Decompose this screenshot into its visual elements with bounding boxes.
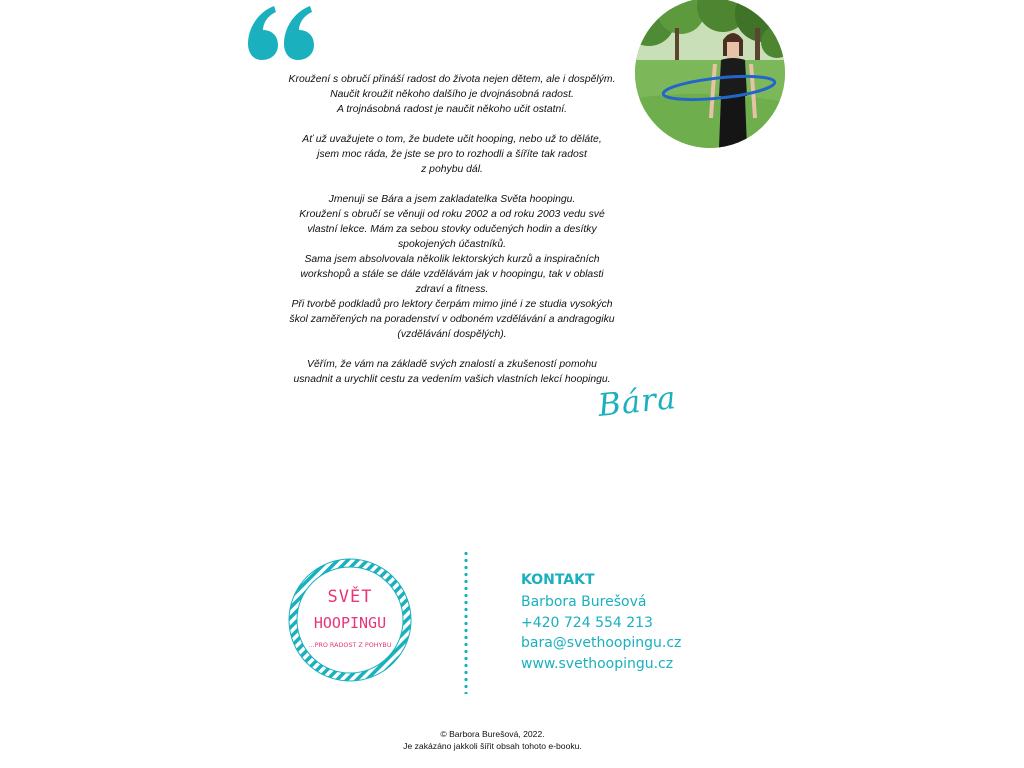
logo-line2: HOOPINGU [313,614,387,632]
contact-title: KONTAKT [521,572,595,588]
contact-name: Barbora Burešová [521,594,647,610]
contact-phone[interactable]: +420 724 554 213 [521,614,653,631]
logo-line1: SVĚT [327,587,373,607]
paragraph-4: Věřím, že vám na základě svých znalostí a zkušeností pomohu usnadnit a urychlit cestu za vedením vašich vlastních lekcí hoopingu. [293,359,611,385]
svet-hoopingu-logo [288,558,412,682]
paragraph-1: Kroužení s obručí přináší radost do života nejen dětem, ale i dospělým. Naučit kroužit někoho dalšího je dvojnásobná radost. A trojnásobná radost je naučit někoho učit ostatní. [288,74,616,115]
paragraph-3: Jmenuji se Bára a jsem zakladatelka Světa hoopingu. Kroužení s obručí se věnuji od roku 2002 a od roku 2003 vedu své vlastní lekce. Mám za sebou stovky odučených hodin a desítky spokojených účastníků. Sama jsem absolvovala několik lektorských kurzů a inspiračních workshopů a stále se dále vzdělávám jak v hoopingu, tak v oblasti zdraví a fitness. Při tvorbě podkladů pro lektory čerpám mimo jiné i ze studia vysokých škol zaměřených na poradenství v odboném vzdělávání a andragogiku (vzdělávání dospělých). [289,194,615,340]
intro-text [272,72,632,402]
contact-block [521,571,681,674]
copyright-notice: Je zakázáno jakkoli šířit obsah tohoto e-booku. [403,741,582,751]
signature: Bára [596,379,679,425]
logo-tagline: ...PRO RADOST Z POHYBU [308,641,392,649]
contact-email[interactable]: bara@svethoopingu.cz [521,635,682,651]
copyright-footer [370,728,615,752]
dotted-divider [464,550,468,694]
copyright-line: © Barbora Burešová, 2022. [440,729,545,739]
quotation-mark-icon [248,4,314,60]
contact-website[interactable]: www.svethoopingu.cz [521,655,674,672]
author-photo [635,0,785,148]
paragraph-2: Ať už uvažujete o tom, že budete učit hooping, nebo už to děláte, jsem moc ráda, že jste se pro to rozhodli a šíříte tak radost z pohybu dál. [302,134,602,175]
